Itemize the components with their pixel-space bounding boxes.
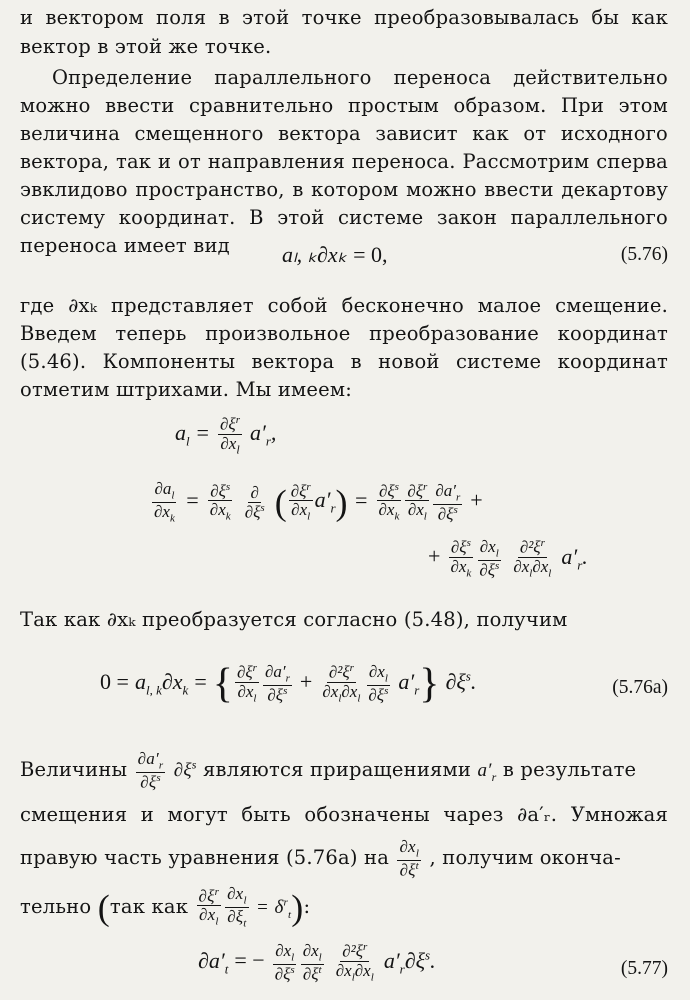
text-line: вектора, так и от направления переноса. Рассмотрим сперва (20, 150, 668, 173)
equation-number: (5.76) (620, 244, 668, 265)
text-line: отметим штрихами. Мы имеем: (20, 378, 353, 401)
text-line: Введем теперь произвольное преобразование координат (20, 322, 668, 345)
text-line: Так как ∂xₖ преобразуется согласно (5.48), получим (20, 608, 568, 631)
text-segment: , получим оконча- (429, 846, 621, 870)
text-line: можно ввести сравнительно простым образом. При этом (20, 94, 668, 117)
equation-lhs: aₗ, ₖ∂xₖ (282, 242, 348, 267)
text-line: Величины $\frac{\partial a'_r}{\partial\xi^s}$ $\partial\xi^s$ являются приращениями $a'_r$ в результате (20, 749, 637, 792)
text-line: смещения и могут быть обозначены чарез ∂a′ᵣ. Умножая (20, 803, 668, 826)
text-line: правую часть уравнения (5.76а) на $\frac{\partial x_l}{\partial\xi^t}$ , получим оконча- (20, 837, 621, 880)
text-line: переноса имеет вид (20, 234, 230, 257)
equation-number: (5.76а) (612, 677, 668, 698)
text-segment: являются приращениями (203, 758, 472, 782)
equation-5-76 (282, 242, 388, 268)
equation-5-77: $\partial a'_t$ = − $\frac{\partial x_l}{\partial\xi^s}$ $\frac{\partial x_l}{\partial\xi^t}$ $\frac{\partial^2\xi^r}{\partial x_l\partial x_l}$ $a'_r\partial\xi^s$. (198, 941, 436, 984)
equation-5-76a: $0 = a_{l, k}\partial x_k$ = { $\frac{\partial\xi^r}{\partial x_l}$ $\frac{\partial a'_r}{\partial\xi^s}$ + $\frac{\partial^2\xi^r}{\partial x_l\partial x_l}$ $\frac{\partial x_l}{\partial\xi^s}$ $a'_r$} $\partial\xi^s$. (100, 661, 477, 707)
equation-vector-transform: $a_l$ = $\frac{\partial\xi^r}{\partial x_l}$ $a'_r$, (175, 414, 277, 456)
text-line: где ∂xₖ представляет собой бесконечно малое смещение. (20, 294, 668, 317)
equation-derivative-transform: $\frac{\partial a_l}{\partial x_k}$ = $\frac{\partial\xi^s}{\partial x_k}$ $\frac{\partial}{\partial\xi^s}$ ( $\frac{\partial\xi^r}{\partial x_l}$ $a'_r$) = $\frac{\partial\xi^s}{\partial x_k}$ $\frac{\partial\xi^r}{\partial x_l}$ $\frac{\partial a'_r}{\partial\xi^s}$ + (154, 479, 483, 525)
text-line: систему координат. В этой системе закон параллельного (20, 206, 668, 229)
text-line: Определение параллельного переноса действительно (52, 66, 668, 89)
text-segment: Величины (20, 758, 128, 782)
text-segment: тельно (20, 894, 92, 918)
text-segment: так как (109, 894, 189, 918)
text-segment: в результате (502, 758, 637, 782)
text-line: (5.46). Компоненты вектора в новой системе координат (20, 350, 668, 373)
text-line: тельно (так как $\frac{\partial\xi^r}{\partial x_l}$ $\frac{\partial x_l}{\partial\xi_t}$ = $\delta^r_t$): (20, 884, 311, 930)
text-line: эвклидово пространство, в котором можно ввести декартову (20, 178, 668, 201)
text-line: и вектором поля в этой точке преобразовывалась бы как (20, 6, 668, 29)
equation-rhs: = 0, (353, 242, 388, 267)
equation-number: (5.77) (620, 958, 668, 979)
text-line: вектор в этой же точке. (20, 35, 272, 58)
equation-derivative-transform-cont: + $\frac{\partial\xi^s}{\partial x_k}$ $\frac{\partial x_l}{\partial\xi^s}$ $\frac{\partial^2\xi^r}{\partial x_l\partial x_l}$ $a'_r$. (428, 537, 588, 580)
text-line: величина смещенного вектора зависит как от исходного (20, 122, 668, 145)
text-segment: правую часть уравнения (5.76а) на (20, 846, 390, 870)
